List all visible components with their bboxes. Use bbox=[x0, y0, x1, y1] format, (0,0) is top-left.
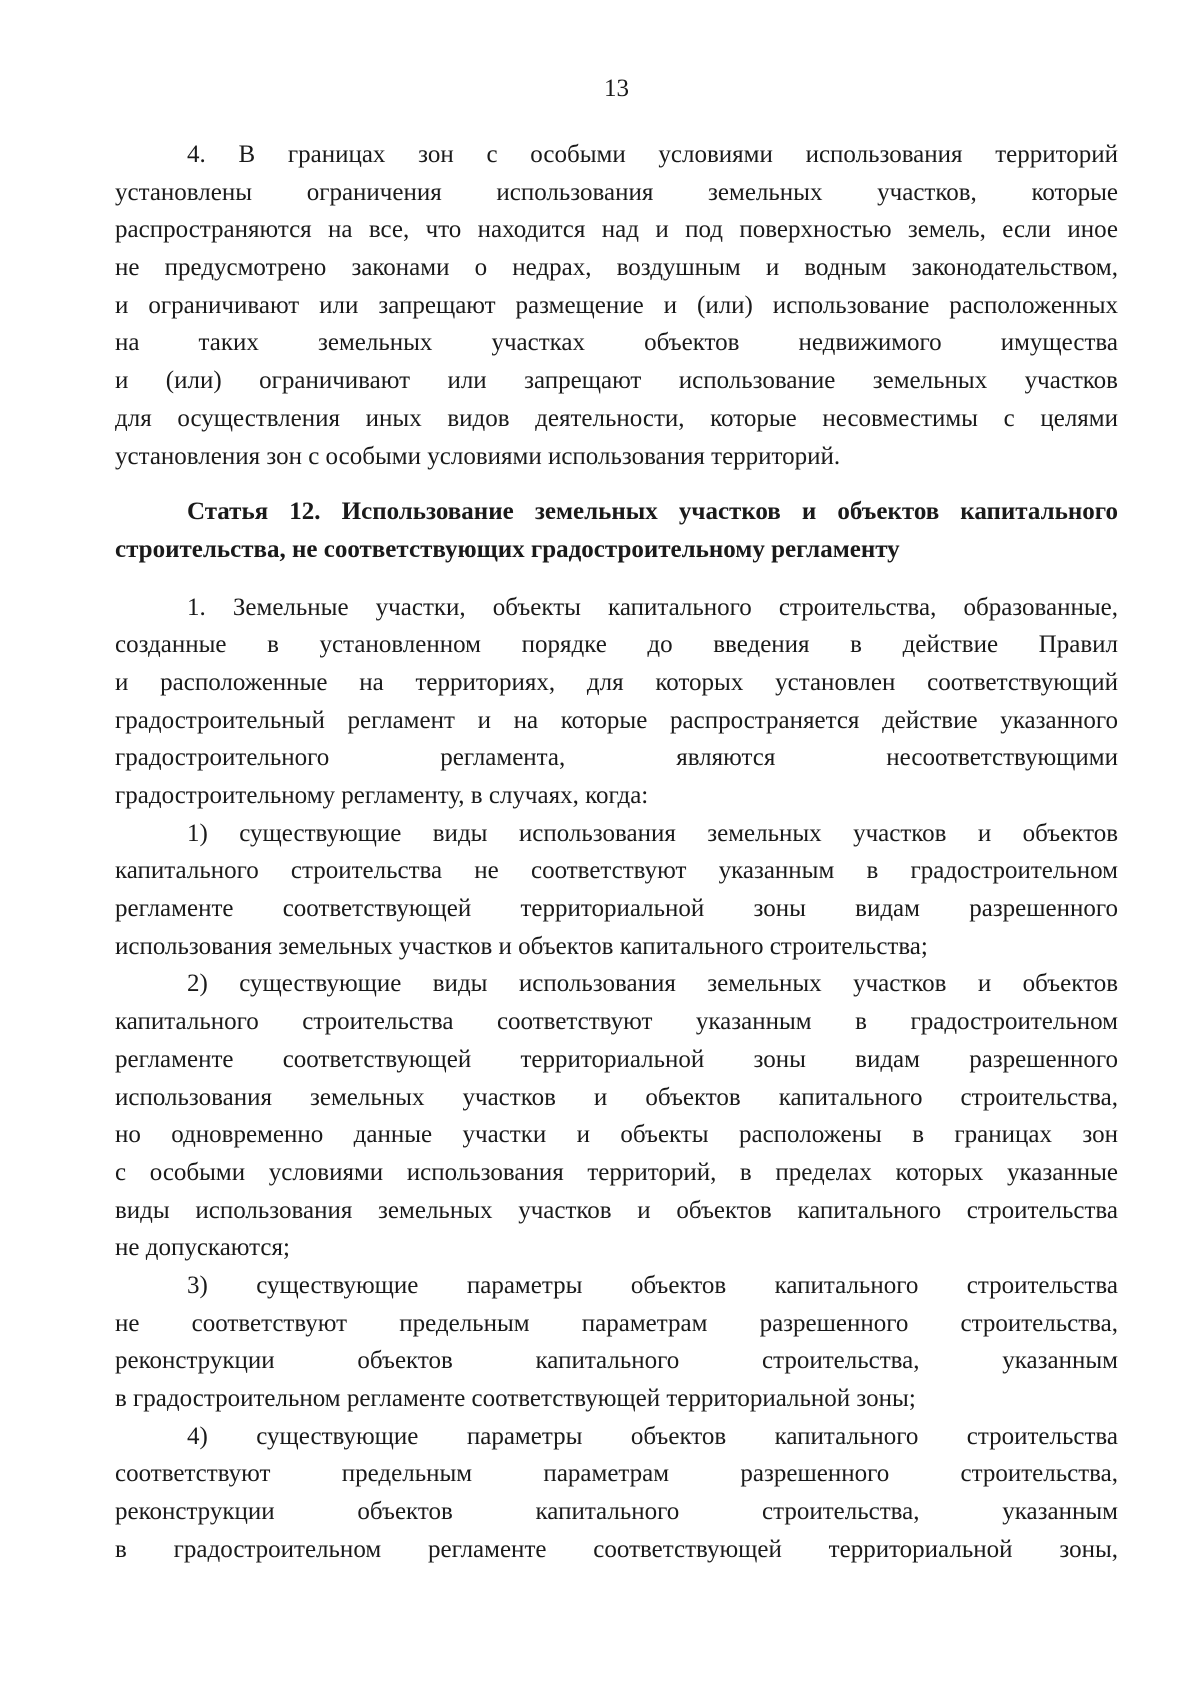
text-line: в градостроительном регламенте соответствующей территориальной зоны; bbox=[115, 1385, 916, 1412]
list-item-1 bbox=[115, 815, 1118, 966]
text-line: созданные в установленном порядке до введения в действие Правил bbox=[115, 631, 1118, 659]
text-line: но одновременно данные участки и объекты расположены в границах зон bbox=[115, 1121, 1118, 1149]
list-item-3 bbox=[115, 1267, 1118, 1418]
text-line: регламенте соответствующей территориальной зоны видам разрешенного bbox=[115, 895, 1118, 923]
spacer bbox=[115, 569, 1118, 589]
text-line: 4. В границах зон с особыми условиями использования территорий bbox=[187, 141, 1118, 168]
text-line: виды использования земельных участков и объектов капитального строительства bbox=[115, 1196, 1118, 1224]
document-body bbox=[115, 136, 1118, 1568]
text-line: градостроительному регламенту, в случаях, когда: bbox=[115, 782, 649, 809]
text-line: 2) существующие виды использования земельных участков и объектов bbox=[187, 970, 1118, 998]
paragraph-1 bbox=[115, 589, 1118, 815]
text-line: не предусмотрено законами о недрах, воздушным и водным законодательством, bbox=[115, 254, 1118, 282]
text-line: 4) существующие параметры объектов капитального строительства bbox=[187, 1422, 1118, 1450]
article-heading bbox=[115, 493, 1118, 568]
list-item-4 bbox=[115, 1418, 1118, 1569]
text-line: на таких земельных участках объектов недвижимого имущества bbox=[115, 329, 1118, 357]
text-line: и расположенные на территориях, для которых установлен соответствующий bbox=[115, 668, 1118, 696]
text-line: 1. Земельные участки, объекты капитального строительства, образованные, bbox=[187, 593, 1118, 621]
text-line: использования земельных участков и объектов капитального строительства; bbox=[115, 932, 928, 960]
text-line: соответствуют предельным параметрам разрешенного строительства, bbox=[115, 1460, 1118, 1488]
text-line: реконструкции объектов капитального строительства, указанным bbox=[115, 1347, 1118, 1375]
text-line: установлены ограничения использования земельных участков, которые bbox=[115, 178, 1118, 206]
heading-line: строительства, не соответствующих градостроительному регламенту bbox=[115, 535, 900, 563]
text-line: капитального строительства соответствуют указанным в градостроительном bbox=[115, 1008, 1118, 1036]
list-item-2 bbox=[115, 965, 1118, 1267]
text-line: регламенте соответствующей территориальной зоны видам разрешенного bbox=[115, 1045, 1118, 1073]
text-line: не соответствуют предельным параметрам разрешенного строительства, bbox=[115, 1309, 1118, 1337]
text-line: для осуществления иных видов деятельности, которые несовместимы с целями bbox=[115, 404, 1118, 432]
text-line: использования земельных участков и объектов капитального строительства, bbox=[115, 1083, 1118, 1111]
text-line: 3) существующие параметры объектов капитального строительства bbox=[187, 1271, 1118, 1299]
heading-line: Статья 12. Использование земельных участков и объектов капитального bbox=[187, 498, 1118, 526]
text-line: градостроительный регламент и на которые распространяется действие указанного bbox=[115, 706, 1118, 734]
text-line: градостроительного регламента, являются несоответствующими bbox=[115, 744, 1118, 772]
text-line: и ограничивают или запрещают размещение и (или) использование расположенных bbox=[115, 291, 1118, 319]
text-line: реконструкции объектов капитального строительства, указанным bbox=[115, 1498, 1118, 1526]
text-line: не допускаются; bbox=[115, 1234, 290, 1262]
text-line: в градостроительном регламенте соответствующей территориальной зоны, bbox=[115, 1535, 1118, 1563]
text-line: распространяются на все, что находится над и под поверхностью земель, если иное bbox=[115, 216, 1118, 244]
text-line: капитального строительства не соответствуют указанным в градостроительном bbox=[115, 857, 1118, 885]
paragraph-4 bbox=[115, 136, 1118, 475]
text-line: и (или) ограничивают или запрещают использование земельных участков bbox=[115, 367, 1118, 395]
text-line: с особыми условиями использования территорий, в пределах которых указанные bbox=[115, 1158, 1118, 1186]
text-line: 1) существующие виды использования земельных участков и объектов bbox=[187, 819, 1118, 847]
text-line: установления зон с особыми условиями использования территорий. bbox=[115, 442, 841, 470]
page-number: 13 bbox=[604, 75, 629, 102]
